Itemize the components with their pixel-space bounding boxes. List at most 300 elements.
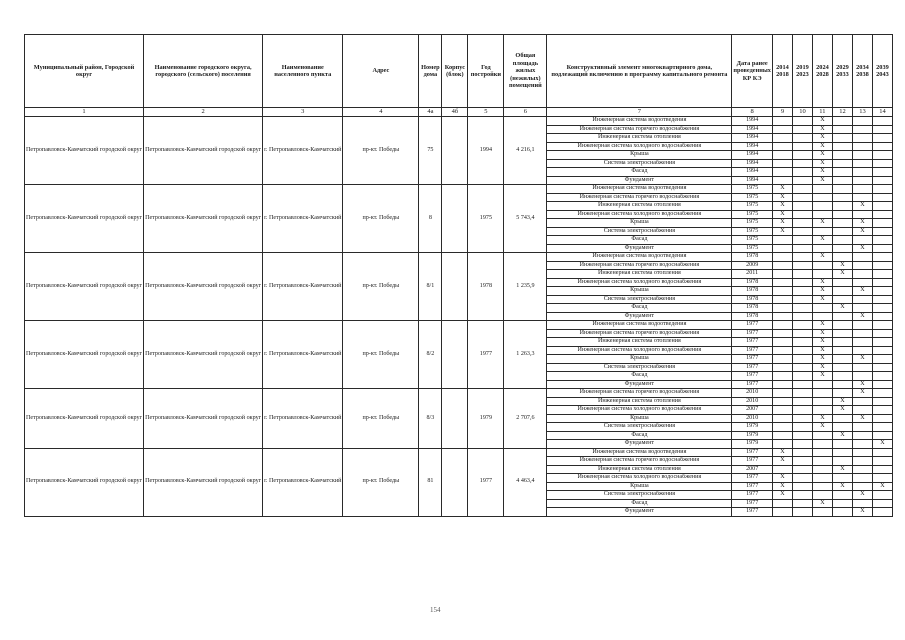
area-cell: 5 743,4: [504, 185, 547, 253]
house-number-cell: 8/1: [419, 253, 442, 321]
element-name-cell: Система электроснабжения: [547, 227, 732, 236]
period-mark: Х: [852, 312, 872, 321]
district-cell: Петропавловск-Камчатский городской округ: [25, 117, 144, 185]
period-cell: [872, 491, 892, 500]
period-cell: [832, 142, 852, 151]
period-cell: [772, 499, 792, 508]
prior-repair-date-cell: 1975: [732, 193, 773, 202]
locality-cell: г. Петропавловск-Камчатский: [263, 321, 343, 389]
period-cell: [852, 423, 872, 432]
element-name-cell: Инженерная система водоотведения: [547, 448, 732, 457]
period-cell: [812, 312, 832, 321]
period-cell: [832, 389, 852, 398]
district-cell: Петропавловск-Камчатский городской округ: [25, 448, 144, 516]
period-mark: Х: [772, 202, 792, 211]
period-cell: [812, 406, 832, 415]
period-mark: Х: [772, 457, 792, 466]
period-cell: [772, 176, 792, 185]
period-cell: [852, 134, 872, 143]
element-name-cell: Фасад: [547, 304, 732, 313]
period-cell: [812, 270, 832, 279]
period-cell: [792, 151, 812, 160]
prior-repair-date-cell: 1994: [732, 134, 773, 143]
settlement-cell: Петропавловск-Камчатский городской округ: [144, 321, 263, 389]
period-cell: [872, 151, 892, 160]
prior-repair-date-cell: 1978: [732, 278, 773, 287]
period-cell: [792, 423, 812, 432]
period-mark: Х: [852, 380, 872, 389]
locality-cell: г. Петропавловск-Камчатский: [263, 448, 343, 516]
period-cell: [772, 406, 792, 415]
period-mark: Х: [812, 346, 832, 355]
header-period: 2029 2033: [832, 35, 852, 108]
period-cell: [832, 423, 852, 432]
locality-cell: г. Петропавловск-Камчатский: [263, 253, 343, 321]
header-year: Год постройки: [468, 35, 504, 108]
prior-repair-date-cell: 1977: [732, 346, 773, 355]
column-number: 7: [547, 108, 732, 117]
year-built-cell: 1994: [468, 117, 504, 185]
period-mark: Х: [772, 448, 792, 457]
prior-repair-date-cell: 1977: [732, 329, 773, 338]
period-cell: [772, 389, 792, 398]
period-mark: Х: [772, 474, 792, 483]
prior-repair-date-cell: 1978: [732, 253, 773, 262]
period-cell: [772, 414, 792, 423]
period-cell: [872, 372, 892, 381]
period-mark: Х: [852, 202, 872, 211]
period-cell: [852, 457, 872, 466]
element-name-cell: Крыша: [547, 414, 732, 423]
period-cell: [772, 380, 792, 389]
area-cell: 1 263,3: [504, 321, 547, 389]
period-cell: [792, 134, 812, 143]
period-cell: [772, 397, 792, 406]
locality-cell: г. Петропавловск-Камчатский: [263, 185, 343, 253]
prior-repair-date-cell: 2010: [732, 397, 773, 406]
period-cell: [832, 210, 852, 219]
period-mark: Х: [832, 397, 852, 406]
period-cell: [832, 312, 852, 321]
period-cell: [772, 168, 792, 177]
period-cell: [872, 363, 892, 372]
prior-repair-date-cell: 1979: [732, 423, 773, 432]
element-name-cell: Инженерная система холодного водоснабжения: [547, 278, 732, 287]
element-name-cell: Фундамент: [547, 380, 732, 389]
period-cell: [852, 440, 872, 449]
period-cell: [812, 491, 832, 500]
period-cell: [832, 185, 852, 194]
period-cell: [852, 397, 872, 406]
prior-repair-date-cell: 1977: [732, 482, 773, 491]
element-name-cell: Инженерная система водоотведения: [547, 185, 732, 194]
period-cell: [852, 448, 872, 457]
period-cell: [832, 474, 852, 483]
element-name-cell: Инженерная система горячего водоснабжения: [547, 389, 732, 398]
period-cell: [772, 117, 792, 126]
column-number: 2: [144, 108, 263, 117]
prior-repair-date-cell: 1975: [732, 236, 773, 245]
period-mark: Х: [772, 227, 792, 236]
period-mark: Х: [832, 261, 852, 270]
element-name-cell: Инженерная система отопления: [547, 397, 732, 406]
period-cell: [872, 125, 892, 134]
period-cell: [872, 278, 892, 287]
period-mark: Х: [832, 431, 852, 440]
house-number-cell: 8/3: [419, 389, 442, 449]
period-cell: [812, 431, 832, 440]
period-cell: [872, 244, 892, 253]
period-cell: [792, 278, 812, 287]
element-name-cell: Инженерная система водоотведения: [547, 117, 732, 126]
period-cell: [832, 363, 852, 372]
district-cell: Петропавловск-Камчатский городской округ: [25, 389, 144, 449]
header-address: Адрес: [343, 35, 419, 108]
repair-program-table: [24, 34, 893, 517]
period-mark: Х: [812, 414, 832, 423]
period-cell: [792, 389, 812, 398]
period-mark: Х: [772, 219, 792, 228]
element-name-cell: Фасад: [547, 236, 732, 245]
period-mark: Х: [812, 287, 832, 296]
element-name-cell: Инженерная система отопления: [547, 202, 732, 211]
prior-repair-date-cell: 1975: [732, 202, 773, 211]
period-mark: Х: [812, 236, 832, 245]
period-cell: [792, 465, 812, 474]
element-name-cell: Фундамент: [547, 440, 732, 449]
period-cell: [772, 270, 792, 279]
period-cell: [832, 117, 852, 126]
period-cell: [792, 431, 812, 440]
period-cell: [852, 278, 872, 287]
period-cell: [772, 508, 792, 517]
period-cell: [792, 482, 812, 491]
period-cell: [792, 491, 812, 500]
column-number: 14: [872, 108, 892, 117]
prior-repair-date-cell: 2007: [732, 465, 773, 474]
period-mark: Х: [812, 295, 832, 304]
period-cell: [872, 431, 892, 440]
element-name-cell: Крыша: [547, 482, 732, 491]
period-cell: [872, 253, 892, 262]
period-cell: [792, 159, 812, 168]
period-mark: Х: [832, 406, 852, 415]
prior-repair-date-cell: 1994: [732, 159, 773, 168]
period-cell: [872, 338, 892, 347]
period-cell: [772, 304, 792, 313]
period-cell: [792, 185, 812, 194]
period-cell: [792, 457, 812, 466]
period-mark: Х: [812, 329, 832, 338]
period-cell: [872, 117, 892, 126]
element-name-cell: Система электроснабжения: [547, 423, 732, 432]
locality-cell: г. Петропавловск-Камчатский: [263, 117, 343, 185]
period-cell: [812, 482, 832, 491]
period-cell: [772, 312, 792, 321]
period-mark: Х: [832, 482, 852, 491]
period-cell: [772, 363, 792, 372]
prior-repair-date-cell: 1975: [732, 219, 773, 228]
prior-repair-date-cell: 1977: [732, 508, 773, 517]
column-number: 4а: [419, 108, 442, 117]
address-cell: пр-кт. Победы: [343, 185, 419, 253]
period-mark: Х: [772, 193, 792, 202]
period-cell: [792, 210, 812, 219]
prior-repair-date-cell: 1977: [732, 499, 773, 508]
year-built-cell: 1977: [468, 448, 504, 516]
period-cell: [792, 227, 812, 236]
period-cell: [852, 176, 872, 185]
element-name-cell: Крыша: [547, 287, 732, 296]
period-cell: [772, 278, 792, 287]
period-cell: [772, 236, 792, 245]
prior-repair-date-cell: 1994: [732, 142, 773, 151]
period-cell: [872, 142, 892, 151]
period-cell: [792, 338, 812, 347]
address-cell: пр-кт. Победы: [343, 117, 419, 185]
period-mark: Х: [812, 176, 832, 185]
period-cell: [832, 440, 852, 449]
period-mark: Х: [812, 423, 832, 432]
period-cell: [792, 474, 812, 483]
period-mark: Х: [852, 227, 872, 236]
period-mark: Х: [832, 465, 852, 474]
period-cell: [812, 448, 832, 457]
element-name-cell: Инженерная система холодного водоснабжения: [547, 406, 732, 415]
period-cell: [792, 312, 812, 321]
period-cell: [852, 236, 872, 245]
period-cell: [812, 193, 832, 202]
period-cell: [772, 159, 792, 168]
period-cell: [852, 431, 872, 440]
period-cell: [792, 508, 812, 517]
period-cell: [832, 287, 852, 296]
period-cell: [772, 465, 792, 474]
period-cell: [812, 227, 832, 236]
period-cell: [872, 159, 892, 168]
period-cell: [812, 244, 832, 253]
period-cell: [832, 176, 852, 185]
prior-repair-date-cell: 1994: [732, 168, 773, 177]
period-cell: [832, 151, 852, 160]
year-built-cell: 1977: [468, 321, 504, 389]
period-cell: [852, 499, 872, 508]
prior-repair-date-cell: 2010: [732, 414, 773, 423]
column-number: 6: [504, 108, 547, 117]
period-cell: [852, 185, 872, 194]
period-cell: [872, 448, 892, 457]
period-cell: [852, 474, 872, 483]
settlement-cell: Петропавловск-Камчатский городской округ: [144, 389, 263, 449]
period-cell: [872, 185, 892, 194]
period-cell: [852, 193, 872, 202]
period-cell: [772, 321, 792, 330]
period-cell: [852, 329, 872, 338]
element-row: [25, 321, 893, 330]
period-cell: [772, 355, 792, 364]
period-cell: [832, 134, 852, 143]
house-number-cell: 8/2: [419, 321, 442, 389]
header-row: [25, 35, 893, 108]
period-cell: [772, 295, 792, 304]
period-cell: [812, 508, 832, 517]
period-cell: [792, 329, 812, 338]
locality-cell: г. Петропавловск-Камчатский: [263, 389, 343, 449]
header-house-number: Номер дома: [419, 35, 442, 108]
period-cell: [852, 295, 872, 304]
period-mark: Х: [812, 338, 832, 347]
period-mark: Х: [812, 117, 832, 126]
period-mark: Х: [812, 159, 832, 168]
period-cell: [772, 125, 792, 134]
period-cell: [812, 465, 832, 474]
element-name-cell: Фасад: [547, 499, 732, 508]
district-cell: Петропавловск-Камчатский городской округ: [25, 321, 144, 389]
period-mark: Х: [812, 372, 832, 381]
column-number: 4: [343, 108, 419, 117]
period-cell: [792, 295, 812, 304]
period-cell: [832, 278, 852, 287]
prior-repair-date-cell: 1975: [732, 244, 773, 253]
period-cell: [872, 312, 892, 321]
period-cell: [852, 159, 872, 168]
period-cell: [772, 431, 792, 440]
element-name-cell: Инженерная система холодного водоснабжения: [547, 474, 732, 483]
element-name-cell: Фундамент: [547, 508, 732, 517]
period-cell: [852, 465, 872, 474]
prior-repair-date-cell: 1977: [732, 474, 773, 483]
period-cell: [792, 499, 812, 508]
period-cell: [832, 355, 852, 364]
period-cell: [832, 219, 852, 228]
period-cell: [832, 329, 852, 338]
period-cell: [852, 210, 872, 219]
period-mark: Х: [812, 168, 832, 177]
prior-repair-date-cell: 1977: [732, 321, 773, 330]
element-name-cell: Крыша: [547, 219, 732, 228]
period-cell: [832, 457, 852, 466]
period-cell: [812, 210, 832, 219]
element-name-cell: Инженерная система отопления: [547, 270, 732, 279]
period-cell: [872, 389, 892, 398]
period-cell: [792, 440, 812, 449]
prior-repair-date-cell: 2009: [732, 261, 773, 270]
period-cell: [852, 363, 872, 372]
element-name-cell: Инженерная система горячего водоснабжения: [547, 193, 732, 202]
element-name-cell: Инженерная система горячего водоснабжения: [547, 457, 732, 466]
period-mark: Х: [852, 244, 872, 253]
prior-repair-date-cell: 2011: [732, 270, 773, 279]
period-cell: [832, 321, 852, 330]
element-name-cell: Система электроснабжения: [547, 295, 732, 304]
district-cell: Петропавловск-Камчатский городской округ: [25, 253, 144, 321]
period-cell: [872, 287, 892, 296]
period-cell: [792, 142, 812, 151]
settlement-cell: Петропавловск-Камчатский городской округ: [144, 448, 263, 516]
header-period: 2014 2018: [772, 35, 792, 108]
period-cell: [772, 329, 792, 338]
period-cell: [832, 448, 852, 457]
period-cell: [852, 117, 872, 126]
period-cell: [872, 134, 892, 143]
header-prior-repair-date: Дата ранее проведенных КР КЭ: [732, 35, 773, 108]
element-name-cell: Система электроснабжения: [547, 159, 732, 168]
period-mark: Х: [832, 304, 852, 313]
period-cell: [832, 414, 852, 423]
prior-repair-date-cell: 2010: [732, 389, 773, 398]
address-cell: пр-кт. Победы: [343, 253, 419, 321]
period-cell: [852, 125, 872, 134]
header-settlement: Наименование городского округа, городского (сельского) поселения: [144, 35, 263, 108]
element-name-cell: Фундамент: [547, 312, 732, 321]
house-number-cell: 81: [419, 448, 442, 516]
period-cell: [872, 210, 892, 219]
period-cell: [812, 304, 832, 313]
year-built-cell: 1979: [468, 389, 504, 449]
element-name-cell: Крыша: [547, 355, 732, 364]
period-cell: [872, 270, 892, 279]
period-cell: [872, 397, 892, 406]
column-number: 13: [852, 108, 872, 117]
period-cell: [792, 304, 812, 313]
period-cell: [792, 372, 812, 381]
column-number: 8: [732, 108, 773, 117]
period-cell: [832, 227, 852, 236]
element-name-cell: Фасад: [547, 431, 732, 440]
period-mark: Х: [852, 287, 872, 296]
period-mark: Х: [832, 270, 852, 279]
period-cell: [832, 380, 852, 389]
prior-repair-date-cell: 1977: [732, 338, 773, 347]
period-cell: [772, 287, 792, 296]
period-mark: Х: [812, 253, 832, 262]
period-cell: [872, 346, 892, 355]
period-cell: [832, 125, 852, 134]
period-cell: [832, 346, 852, 355]
period-cell: [832, 168, 852, 177]
period-cell: [872, 219, 892, 228]
period-cell: [872, 321, 892, 330]
period-cell: [792, 414, 812, 423]
header-period: 2024 2028: [812, 35, 832, 108]
prior-repair-date-cell: 1994: [732, 117, 773, 126]
prior-repair-date-cell: 1977: [732, 380, 773, 389]
period-cell: [872, 329, 892, 338]
period-mark: Х: [812, 125, 832, 134]
header-block: Корпус (блок): [442, 35, 468, 108]
period-cell: [792, 397, 812, 406]
period-cell: [772, 151, 792, 160]
period-cell: [852, 321, 872, 330]
period-mark: Х: [772, 491, 792, 500]
column-number: 3: [263, 108, 343, 117]
column-number: 1: [25, 108, 144, 117]
period-cell: [812, 389, 832, 398]
element-name-cell: Инженерная система холодного водоснабжения: [547, 142, 732, 151]
period-cell: [792, 448, 812, 457]
period-cell: [792, 406, 812, 415]
period-mark: Х: [812, 499, 832, 508]
period-cell: [832, 372, 852, 381]
period-cell: [872, 414, 892, 423]
period-mark: Х: [812, 355, 832, 364]
prior-repair-date-cell: 1978: [732, 295, 773, 304]
prior-repair-date-cell: 1975: [732, 227, 773, 236]
period-cell: [872, 236, 892, 245]
period-mark: Х: [772, 210, 792, 219]
period-cell: [812, 261, 832, 270]
block-cell: [442, 321, 468, 389]
